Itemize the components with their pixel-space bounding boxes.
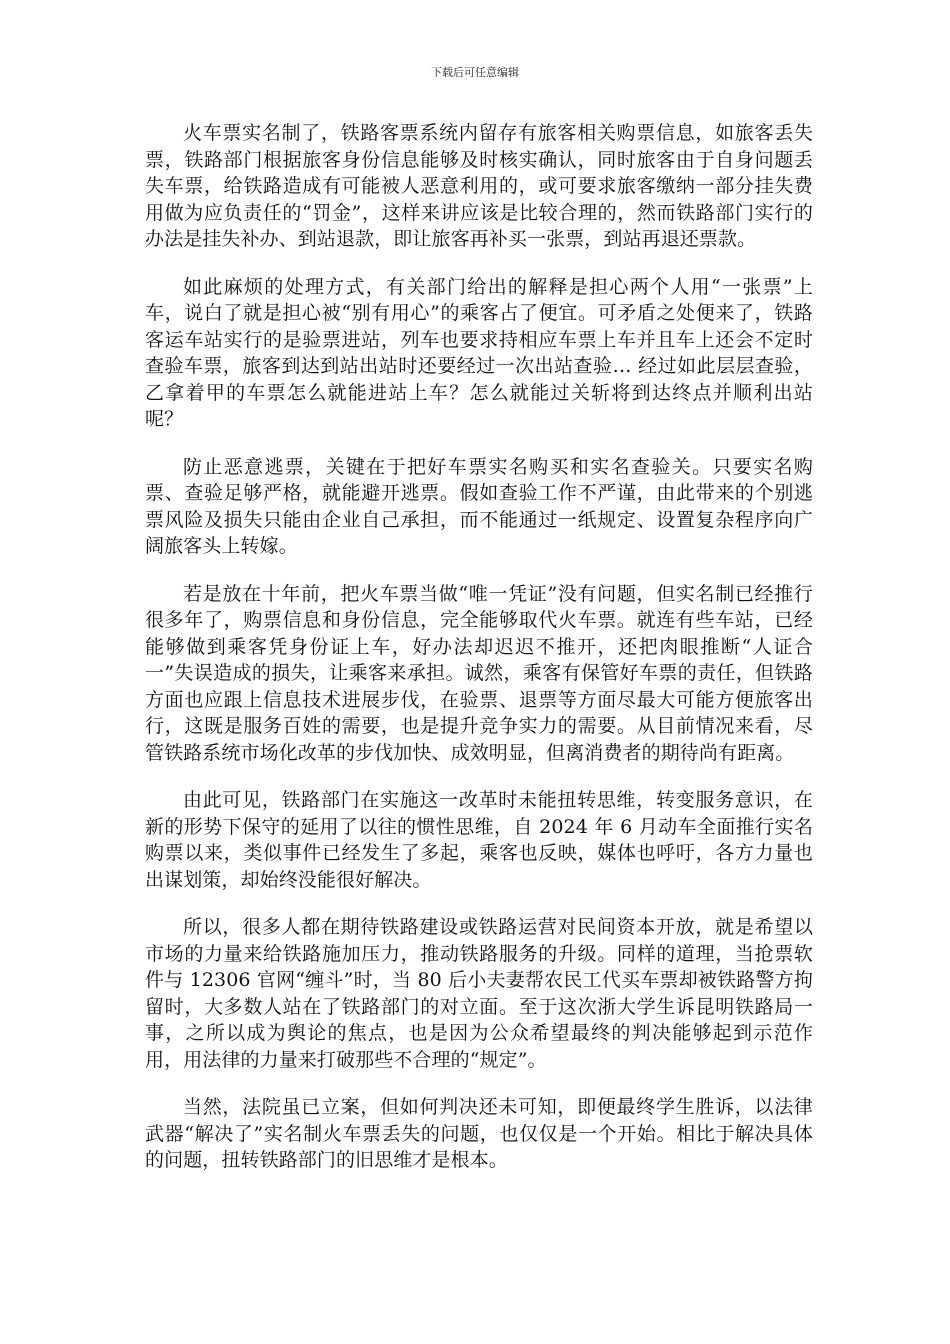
page-header: 下载后可任意编辑 [431,66,519,79]
paragraph-2: 如此麻烦的处理方式，有关部门给出的解释是担心两个人用“一张票”上车，说白了就是担心被“别有用心”的乘客占了便宜。可矛盾之处便来了，铁路客运车站实行的是验票进站，列车也要求持相应车票上车并且车上还会不定时查验车票，旅客到达到站出站时还要经过一次出站查验… 经过如此层层查验，乙拿着甲的车票怎么就能进站上车？怎么就能过关斩将到达终点并顺利出站呢？ [145,275,813,430]
paragraph-3: 防止恶意逃票，关键在于把好车票实名购买和实名查验关。只要实名购票、查验足够严格，就能避开逃票。假如查验工作不严谨，由此带来的个别逃票风险及损失只能由企业自己承担，而不能通过一纸规定、设置复杂程序向广阔旅客头上转嫁。 [145,455,813,557]
paragraph-5: 由此可见，铁路部门在实施这一改革时未能扭转思维，转变服务意识，在新的形势下保守的延用了以往的惯性思维，自 2024 年 6 月动车全面推行实名购票以来，类似事件已经发生了多起，乘客也反映，媒体也呼吁，各方力量也出谋划策，却始终没能很好解决。 [145,789,813,891]
document-body [145,120,813,1195]
paragraph-1: 火车票实名制了，铁路客票系统内留存有旅客相关购票信息，如旅客丢失票，铁路部门根据旅客身份信息能够及时核实确认，同时旅客由于自身问题丢失车票，给铁路造成有可能被人恶意利用的，或可要求旅客缴纳一部分挂失费用做为应负责任的“罚金”，这样来讲应该是比较合理的，然而铁路部门实行的办法是挂失补办、到站退款，即让旅客再补买一张票，到站再退还票款。 [145,122,813,250]
paragraph-6: 所以，很多人都在期待铁路建设或铁路运营对民间资本开放，就是希望以市场的力量来给铁路施加压力，推动铁路服务的升级。同样的道理，当抢票软件与 12306 官网“缠斗”时，当 80 后小夫妻帮农民工代买车票却被铁路警方拘留时，大多数人站在了铁路部门的对立面。至于这次浙大学生诉昆明铁路局一事，之所以成为舆论的焦点，也是因为公众希望最终的判决能够起到示范作用，用法律的力量来打破那些不合理的“规定”。 [145,916,813,1071]
paragraph-4: 若是放在十年前，把火车票当做“唯一凭证”没有问题，但实名制已经推行很多年了，购票信息和身份信息，完全能够取代火车票。就连有些车站，已经能够做到乘客凭身份证上车，好办法却迟迟不推开，还把肉眼推断“人证合一”失误造成的损失，让乘客来承担。诚然，乘客有保管好车票的责任，但铁路方面也应跟上信息技术进展步伐，在验票、退票等方面尽最大可能方便旅客出行，这既是服务百姓的需要，也是提升竞争实力的需要。从目前情况来看，尽管铁路系统市场化改革的步伐加快、成效明显，但离消费者的期待尚有距离。 [145,582,813,764]
paragraph-7: 当然，法院虽已立案，但如何判决还未可知，即便最终学生胜诉，以法律武器“解决了”实名制火车票丢失的问题，也仅仅是一个开始。相比于解决具体的问题，扭转铁路部门的旧思维才是根本。 [145,1096,813,1171]
